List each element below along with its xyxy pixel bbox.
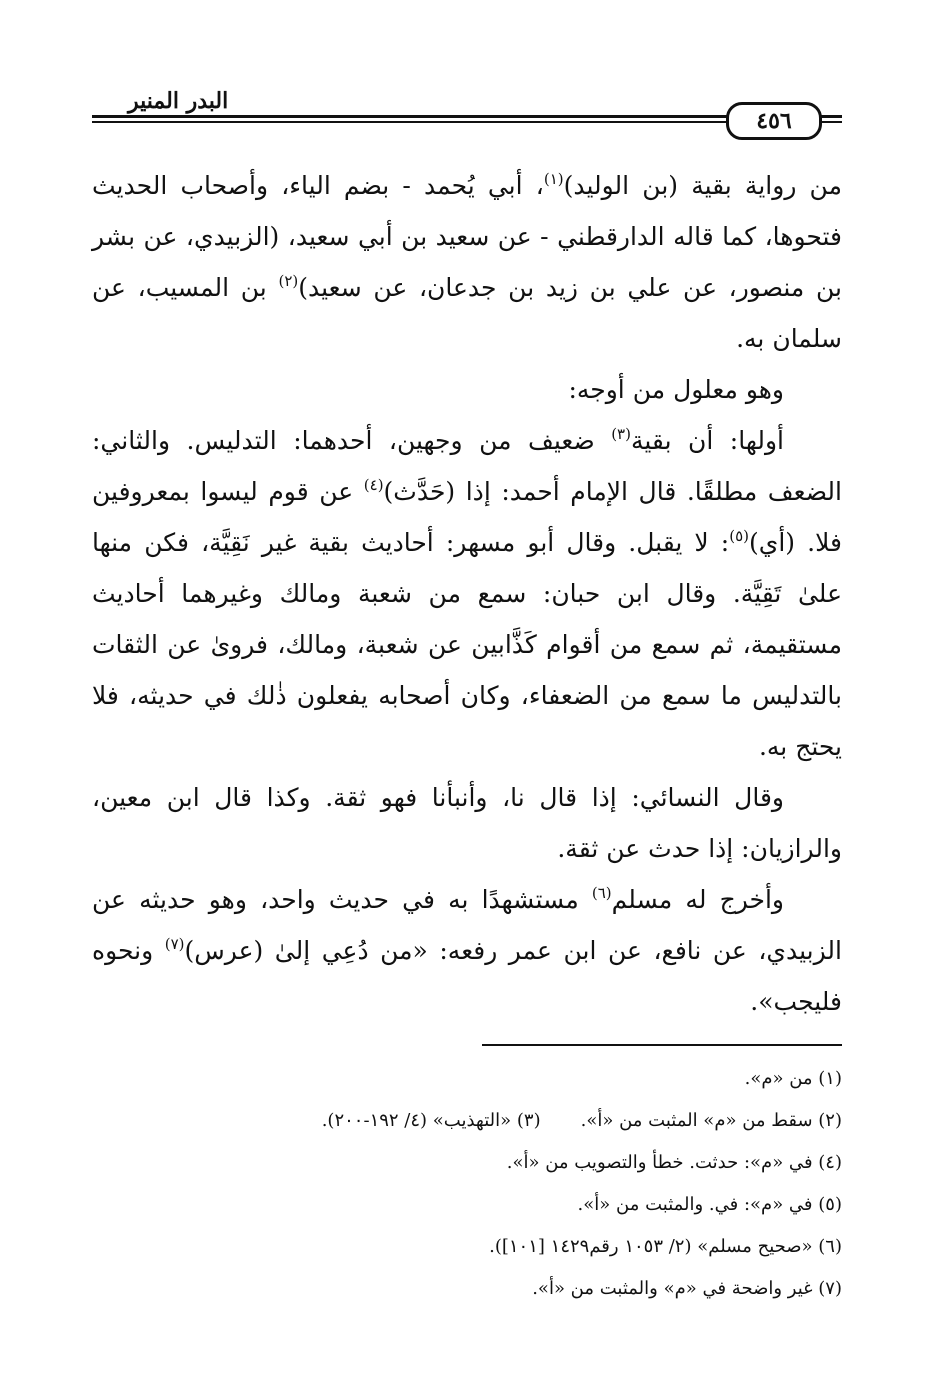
paragraph-4: وقال النسائي: إذا قال نا، وأنبأنا فهو ثقة. وكذا قال ابن معين، والرازيان: إذا حدث عن ثقة. bbox=[92, 783, 842, 863]
paragraph-1 bbox=[92, 160, 842, 364]
footnote-ref-4: (٤) bbox=[363, 476, 384, 494]
footnote-2: (٢) سقط من «م» المثبت من «أ». bbox=[580, 1110, 842, 1131]
footnote-1: (١) من «م». bbox=[744, 1068, 842, 1089]
paragraph-3 bbox=[92, 415, 842, 772]
text-run: ونحوه فليجب». bbox=[92, 936, 842, 1016]
text-run: عن قوم ليسوا بمعروفين فلا. (أي) bbox=[92, 477, 842, 557]
text-run: وأخرج له مسلم bbox=[611, 885, 784, 914]
paragraph-2: وهو معلول من أوجه: bbox=[568, 375, 784, 404]
footnote-ref-1: (١) bbox=[543, 170, 564, 188]
footnote-ref-6: (٦) bbox=[591, 884, 612, 902]
footnotes bbox=[92, 1058, 842, 1310]
main-text bbox=[92, 160, 842, 1027]
footnote-ref-7: (٧) bbox=[164, 935, 185, 953]
text-run: ، أبي يُحمد - بضم الياء، وأصحاب الحديث فتحوها، كما قاله الدارقطني - عن سعيد بن أبي سعيد، (الزبيدي، عن بشر بن منصور، عن علي بن زيد بن جدعان، عن سعيد) bbox=[92, 171, 842, 302]
text-run: : لا يقبل. وقال أبو مسهر: أحاديث بقية غير نَقِيَّة، فكن منها علىٰ تَقِيَّة. وقال ابن حبان: سمع من شعبة ومالك وغيرهما أحاديث مستقيمة، ثم سمع من أقوام كَذَّابين عن شعبة، ومالك، فروىٰ عن الثقات بالتدليس ما سمع من الضعفاء، وكان أصحابه يفعلون ذٰلك في حديثه، فلا يحتج به. bbox=[92, 528, 842, 761]
footnote-5: (٥) في «م»: في. والمثبت من «أ». bbox=[577, 1194, 842, 1215]
text-run: أولها: أن بقية bbox=[630, 426, 785, 455]
footnote-ref-2: (٢) bbox=[278, 272, 299, 290]
text-run: من رواية بقية (بن الوليد) bbox=[563, 171, 842, 200]
footnote-separator bbox=[482, 1044, 842, 1046]
text-run: مستشهدًا به في حديث واحد، وهو حديثه عن الزبيدي، عن نافع، عن ابن عمر رفعه: «من دُعِي إلىٰ (عرس) bbox=[92, 885, 842, 965]
footnote-ref-3: (٣) bbox=[611, 425, 631, 443]
page-number: ٤٥٦ bbox=[726, 102, 822, 140]
footnote-ref-5: (٥) bbox=[729, 527, 750, 545]
running-title: البدر المنير bbox=[122, 88, 234, 114]
paragraph-5 bbox=[92, 874, 842, 1027]
footnote-6: (٦) «صحيح مسلم» (٢/ ١٠٥٣ رقم١٤٢٩ [١٠١]). bbox=[489, 1236, 842, 1257]
text-run: بن المسيب، عن سلمان به. bbox=[92, 273, 842, 353]
footnote-7: (٧) غير واضحة في «م» والمثبت من «أ». bbox=[532, 1278, 842, 1299]
page-header bbox=[92, 88, 842, 148]
footnote-3: (٣) «التهذيب» (٤/ ١٩٢-٢٠٠). bbox=[321, 1110, 541, 1131]
footnote-4: (٤) في «م»: حدثت. خطأ والتصويب من «أ». bbox=[506, 1152, 842, 1173]
text-run: ضعيف من وجهين، أحدهما: التدليس. والثاني: الضعف مطلقًا. قال الإمام أحمد: إذا (حَدَّث) bbox=[92, 426, 842, 506]
footnote-row bbox=[92, 1100, 842, 1142]
